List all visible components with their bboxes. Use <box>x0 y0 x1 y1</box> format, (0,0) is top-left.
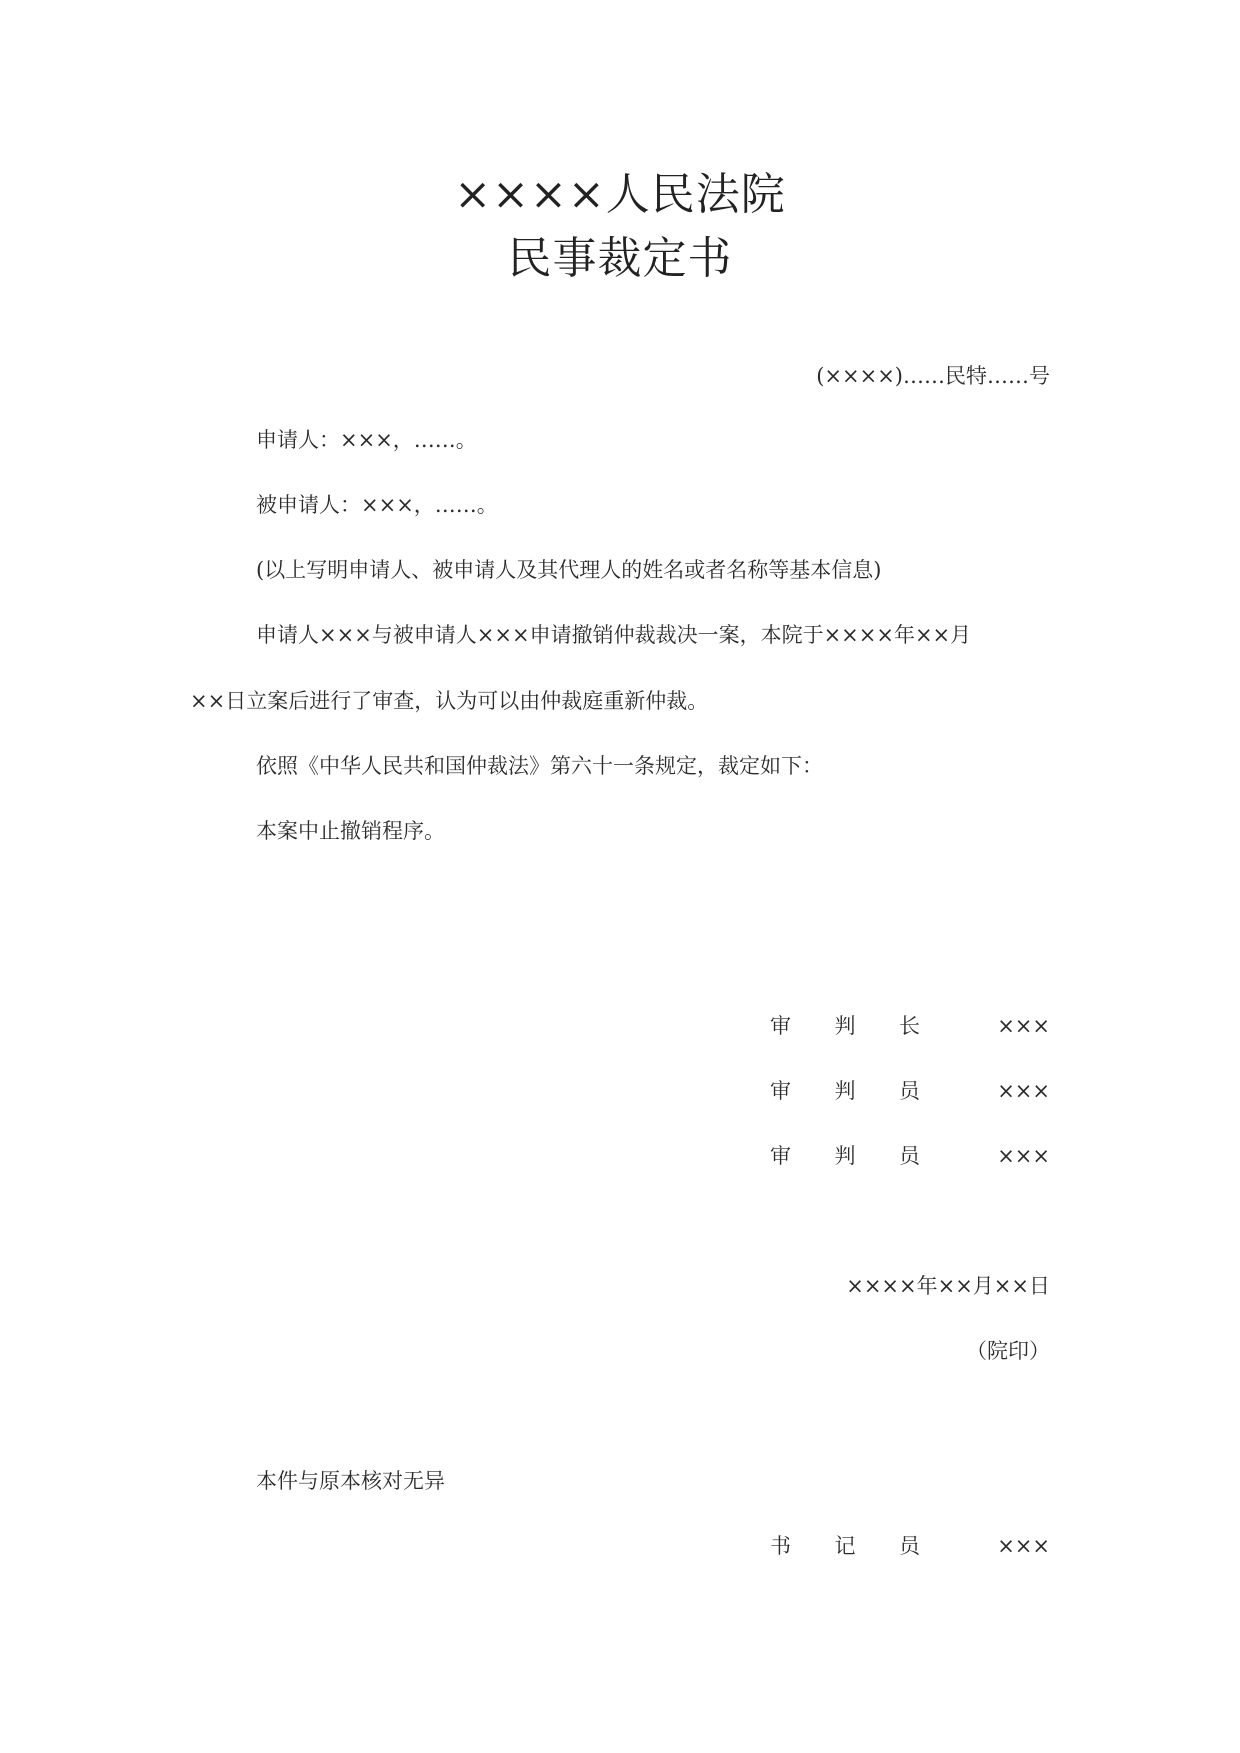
signature-name: ××× <box>997 1014 1050 1038</box>
signature-title-char: 判 <box>834 1079 856 1103</box>
ruling-text: 本案中止撤销程序。 <box>256 819 445 843</box>
signature-title <box>770 1141 920 1171</box>
legal-basis-paragraph: 依照《中华人民共和国仲裁法》第六十一条规定，裁定如下： <box>256 754 823 778</box>
signature-name: ××× <box>997 1144 1050 1168</box>
respondent-line: 被申请人：×××，……。 <box>256 493 498 517</box>
document-type-title: 民事裁定书 <box>507 233 733 284</box>
signature-row <box>770 1141 1050 1171</box>
signature-title-char: 审 <box>770 1144 791 1168</box>
signature-title <box>770 1076 920 1106</box>
case-paragraph-line-2: ××日立案后进行了审查，认为可以由仲裁庭重新仲裁。 <box>190 689 709 713</box>
signature-title <box>770 1011 920 1041</box>
clerk-title-char: 记 <box>834 1534 856 1558</box>
signature-title-char: 判 <box>834 1014 856 1038</box>
clerk-title <box>770 1531 920 1561</box>
signature-title-char: 员 <box>899 1144 920 1168</box>
signature-row <box>770 1076 1050 1106</box>
signature-title-char: 员 <box>899 1079 920 1103</box>
case-paragraph-line-1: 申请人×××与被申请人×××申请撤销仲裁裁决一案，本院于××××年××月 <box>256 623 972 647</box>
case-number: (××××)……民特……号 <box>816 364 1050 388</box>
verification-note: 本件与原本核对无异 <box>256 1469 445 1493</box>
court-name-title: ××××人民法院 <box>454 169 786 220</box>
court-seal-note: （院印） <box>966 1339 1050 1363</box>
parties-note: (以上写明申请人、被申请人及其代理人的姓名或者名称等基本信息) <box>256 558 882 582</box>
signature-title-char: 判 <box>834 1144 856 1168</box>
clerk-title-char: 员 <box>899 1534 920 1558</box>
clerk-title-char: 书 <box>770 1534 791 1558</box>
signature-title-char: 审 <box>770 1014 791 1038</box>
ruling-date: ××××年××月××日 <box>846 1274 1050 1298</box>
applicant-line: 申请人：×××，……。 <box>256 428 477 452</box>
signature-row <box>770 1011 1050 1041</box>
signature-title-char: 审 <box>770 1079 791 1103</box>
signature-name: ××× <box>997 1079 1050 1103</box>
clerk-name: ××× <box>997 1534 1050 1558</box>
clerk-signature-row <box>770 1531 1050 1561</box>
signature-title-char: 长 <box>899 1014 920 1038</box>
